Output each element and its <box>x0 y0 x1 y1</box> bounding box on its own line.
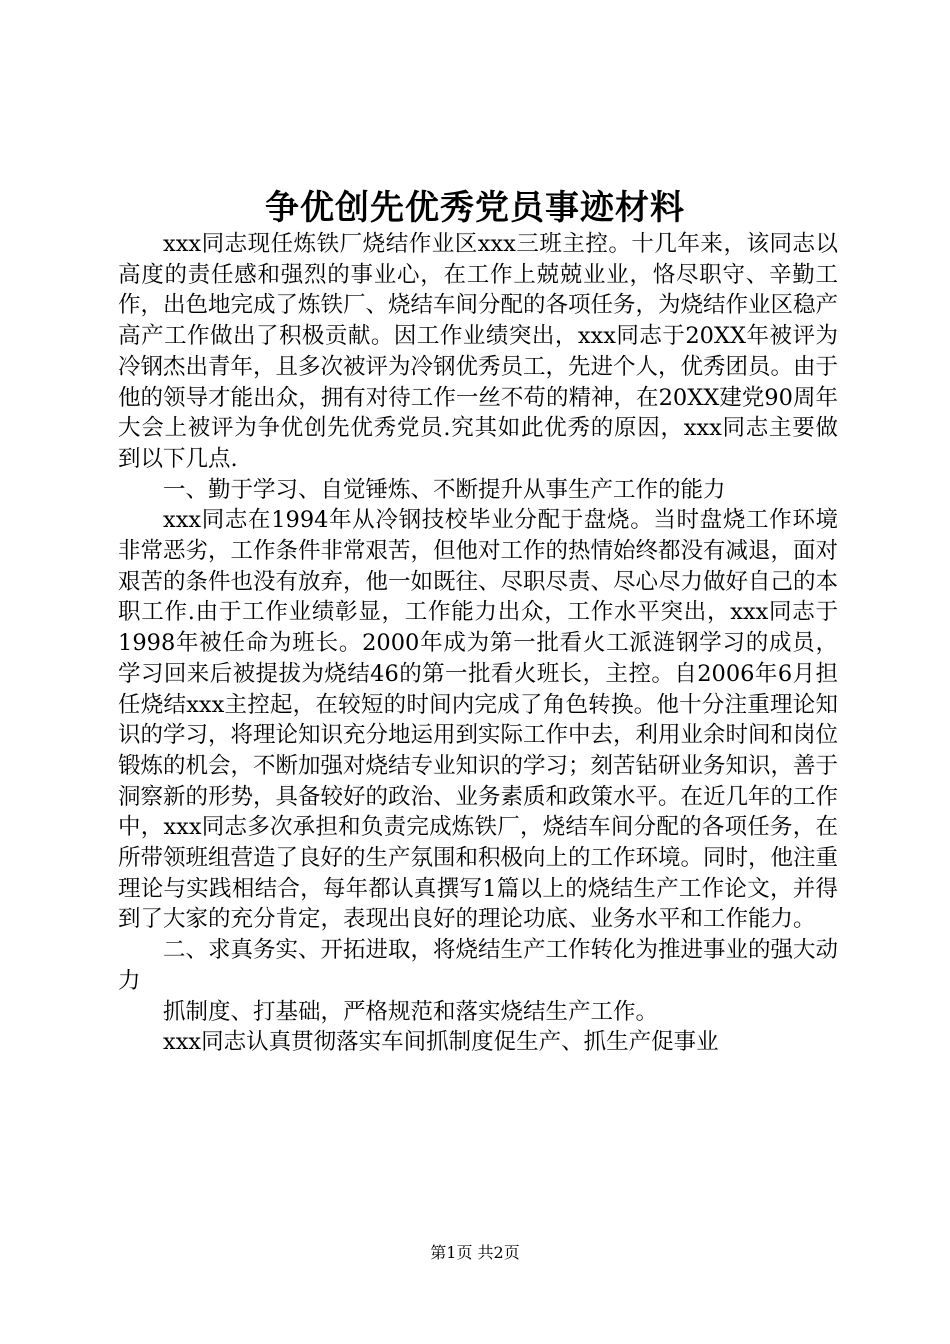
paragraph-intro: xxx同志现任炼铁厂烧结作业区xxx三班主控。十几年来，该同志以高度的责任感和强烈的事业心，在工作上兢兢业业，恪尽职守、辛勤工作，出色地完成了炼铁厂、烧结车间分配的各项任务，为烧结作业区稳产高产工作做出了积极贡献。因工作业绩突出，xxx同志于20XX年被评为冷钢杰出青年，且多次被评为冷钢优秀员工，先进个人，优秀团员。由于他的领导才能出众，拥有对待工作一丝不苟的精神，在20XX建党90周年大会上被评为争优创先优秀党员.究其如此优秀的原因，xxx同志主要做到以下几点. <box>118 231 839 472</box>
section-heading-1: 一、勤于学习、自觉锤炼、不断提升从事生产工作的能力 <box>163 476 726 503</box>
paragraph-subheading: 抓制度、打基础，严格规范和落实烧结生产工作。 <box>163 998 659 1025</box>
section-heading-2: 二、求真务实、开拓进取，将烧结生产工作转化为推进事业的强大动力 <box>118 937 839 994</box>
page-number-footer: 第1页 共2页 <box>430 1243 520 1262</box>
document-title: 争优创先优秀党员事迹材料 <box>265 188 685 228</box>
document-body <box>118 229 838 1058</box>
paragraph-section-1: xxx同志在1994年从冷钢技校毕业分配于盘烧。当时盘烧工作环境非常恶劣，工作条件非常艰苦，但他对工作的热情始终都没有减退，面对艰苦的条件也没有放弃，他一如既往、尽职尽责、尽心尽力做好自己的本职工作.由于工作业绩彰显，工作能力出众，工作水平突出，xxx同志于1998年被任命为班长。2000年成为第一批看火工派涟钢学习的成员，学习回来后被提拔为烧结46的第一批看火班长，主控。自2006年6月担任烧结xxx主控起，在较短的时间内完成了角色转换。他十分注重理论知识的学习，将理论知识充分地运用到实际工作中去，利用业余时间和岗位锻炼的机会，不断加强对烧结专业知识的学习；刻苦钻研业务知识，善于洞察新的形势，具备较好的政治、业务素质和政策水平。在近几年的工作中，xxx同志多次承担和负责完成炼铁厂，烧结车间分配的各项任务，在所带领班组营造了良好的生产氛围和积极向上的工作环境。同时，他注重理论与实践相结合，每年都认真撰写1篇以上的烧结生产工作论文，并得到了大家的充分肯定，表现出良好的理论功底、业务水平和工作能力。 <box>118 507 839 933</box>
paragraph-section-2: xxx同志认真贯彻落实车间抓制度促生产、抓生产促事业 <box>163 1029 719 1056</box>
